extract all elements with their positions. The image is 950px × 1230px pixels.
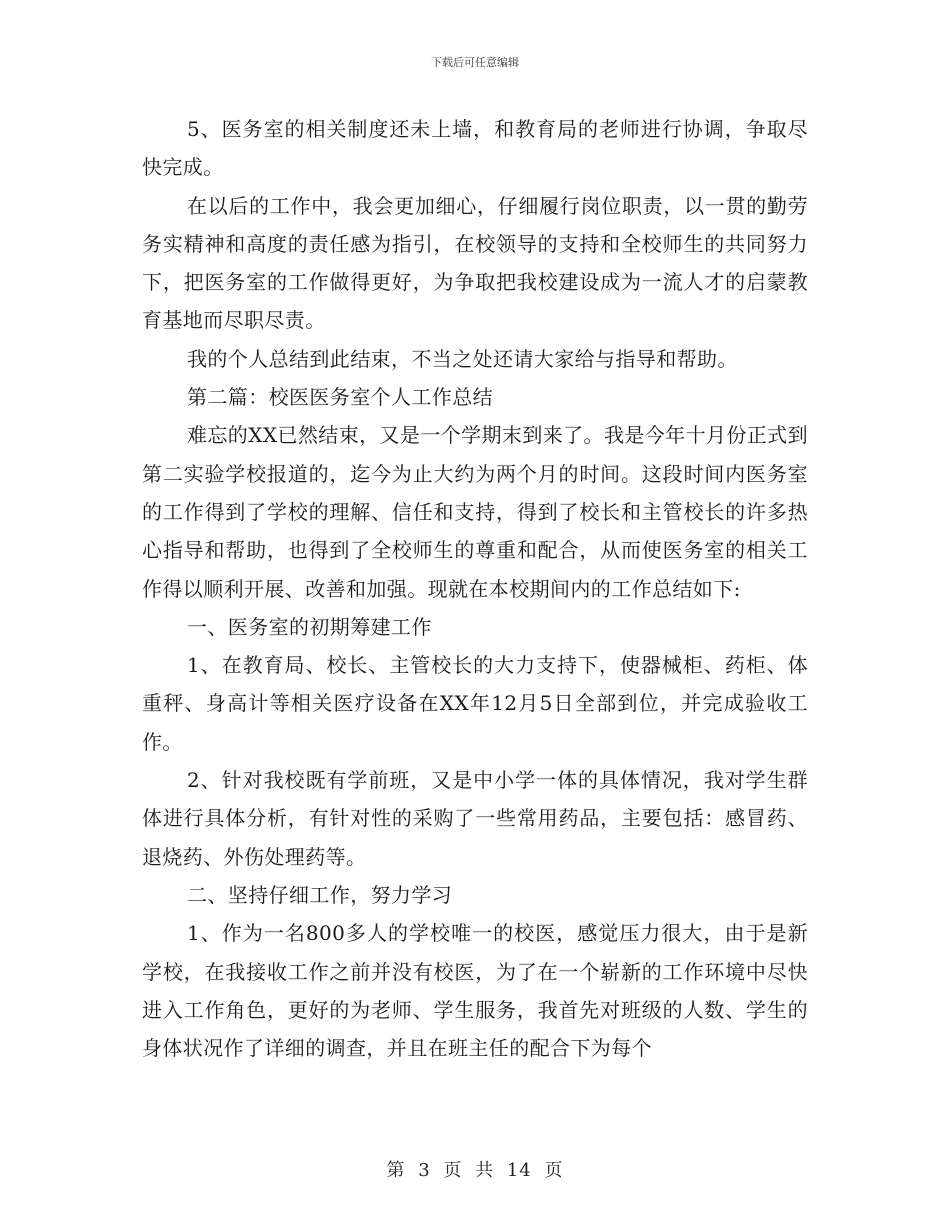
section-heading-1: 一、医务室的初期筹建工作 bbox=[187, 614, 432, 639]
document-body bbox=[142, 110, 808, 1067]
paragraph-future-work: 在以后的工作中，我会更加细心，仔细履行岗位职责，以一贯的勤劳务实精神和高度的责任感为指引，在校领导的支持和全校师生的共同努力下，把医务室的工作做得更好，为争取把我校建设成为一流人才的启蒙教育基地而尽职尽责。 bbox=[142, 193, 808, 333]
paragraph-intro: 难忘的XX已然结束，又是一个学期末到来了。我是今年十月份正式到第二实验学校报道的，迄今为止大约为两个月的时间。这段时间内医务室的工作得到了学校的理解、信任和支持，得到了校长和主管校长的许多热心指导和帮助，也得到了全校师生的尊重和配合，从而使医务室的相关工作得以顺利开展、改善和加强。现就在本校期间内的工作总结如下: bbox=[142, 423, 808, 601]
paragraph-school-doctor: 1、作为一名800多人的学校唯一的校医，感觉压力很大，由于是新学校，在我接收工作之前并没有校医，为了在一个崭新的工作环境中尽快进入工作角色，更好的为老师、学生服务，我首先对班级的人数、学生的身体状况作了详细的调查，并且在班主任的配合下为每个 bbox=[142, 921, 808, 1061]
paragraph-closing: 我的个人总结到此结束，不当之处还请大家给与指导和帮助。 bbox=[187, 346, 738, 371]
page-footer-number: 第 3 页 共 14 页 bbox=[386, 1160, 564, 1181]
section-title-second-article: 第二篇：校医医务室个人工作总结 bbox=[187, 385, 493, 410]
paragraph-item-5: 5、医务室的相关制度还未上墙，和教育局的老师进行协调，争取尽快完成。 bbox=[142, 117, 808, 180]
paragraph-equipment: 1、在教育局、校长、主管校长的大力支持下，使器械柜、药柜、体重秤、身高计等相关医疗设备在XX年12月5日全部到位，并完成验收工作。 bbox=[142, 653, 808, 754]
page-header-note: 下载后可任意编辑 bbox=[431, 56, 519, 69]
section-heading-2: 二、坚持仔细工作，努力学习 bbox=[187, 882, 453, 907]
paragraph-medicine: 2、针对我校既有学前班，又是中小学一体的具体情况，我对学生群体进行具体分析，有针对性的采购了一些常用药品，主要包括：感冒药、退烧药、外伤处理药等。 bbox=[142, 768, 808, 869]
